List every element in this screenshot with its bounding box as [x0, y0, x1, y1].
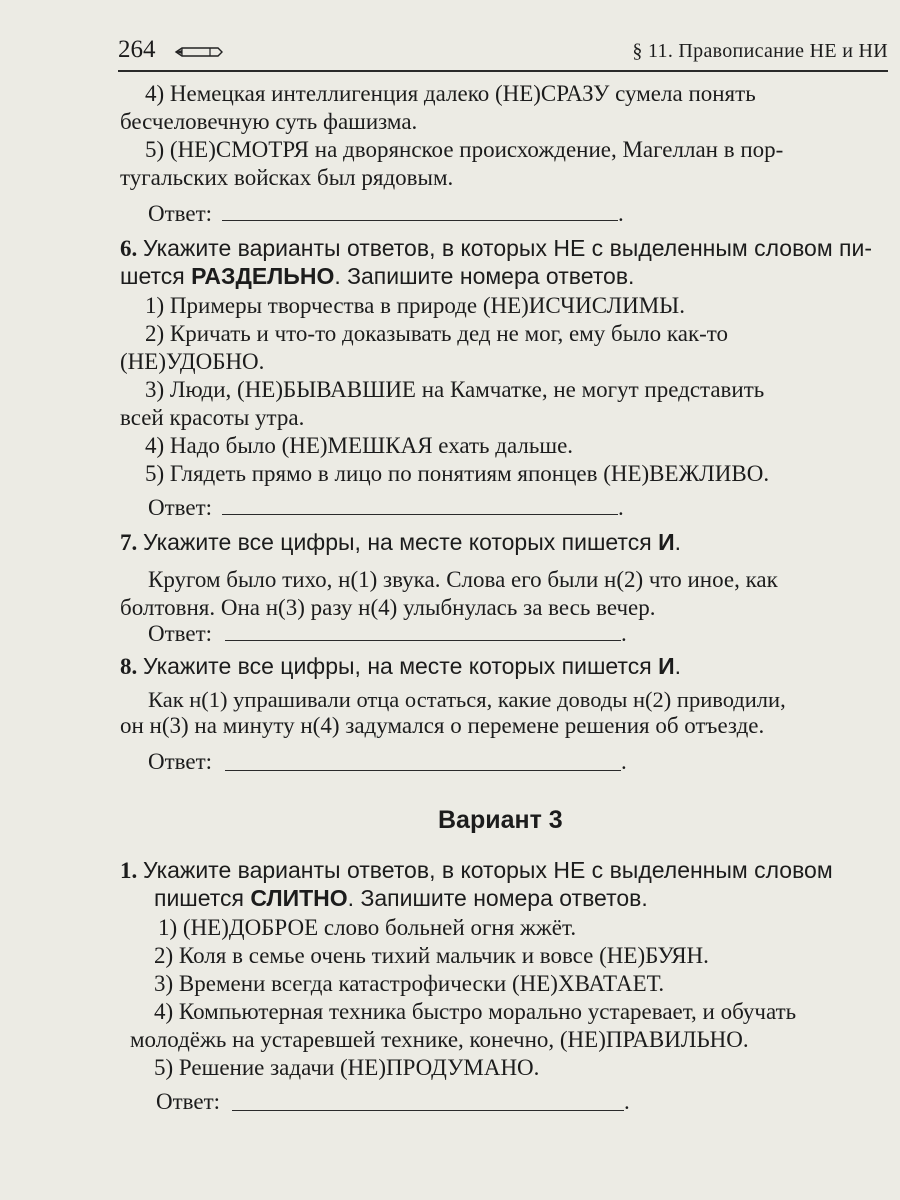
task6-item2-cont: (НЕ)УДОБНО. [120, 349, 265, 374]
task8-question-pre: Укажите все цифры, на месте которых пишется [143, 653, 659, 679]
task5-item4-cont: бесчеловечную суть фашизма. [120, 109, 418, 134]
page-number: 264 [118, 36, 156, 63]
task8-letter: И [658, 653, 675, 679]
v3-task1-item5: 5) Решение задачи (НЕ)ПРОДУМАНО. [154, 1055, 540, 1080]
task6-item4: 4) Надо было (НЕ)МЕШКАЯ ехать дальше. [145, 433, 574, 458]
task6-answer-period: . [618, 495, 624, 520]
task7-answer-line[interactable] [225, 640, 621, 641]
v3-task1-number: 1. [120, 858, 138, 883]
task7-text-line1: Кругом было тихо, н(1) звука. Слова его были н(2) что иное, как [148, 567, 778, 592]
v3-task1-item2: 2) Коля в семье очень тихий мальчик и вовсе (НЕ)БУЯН. [154, 943, 709, 968]
task7-question-post: . [674, 529, 681, 555]
v3-task1-question-b-pre: пишется [154, 885, 251, 911]
task8-question-post: . [674, 653, 681, 679]
task7-answer-label: Ответ: [148, 621, 213, 646]
task8-answer-line[interactable] [225, 770, 621, 771]
task7-text-line2: болтовня. Она н(3) разу н(4) улыбнулась за весь вечер. [120, 595, 656, 620]
variant-heading: Вариант 3 [438, 806, 563, 834]
task8-text-line2: он н(3) на минуту н(4) задумался о перемене решения об отъезде. [120, 713, 765, 738]
task5-item4: 4) Немецкая интеллигенция далеко (НЕ)СРАЗУ сумела понять [145, 81, 756, 106]
task6-item5: 5) Глядеть прямо в лицо по понятиям японцев (НЕ)ВЕЖЛИВО. [145, 461, 770, 486]
task6-question-b-post: . Запишите номера ответов. [334, 263, 635, 289]
task8-answer-label: Ответ: [148, 749, 213, 774]
task5-answer-period: . [618, 201, 624, 226]
task6-item3-cont: всей красоты утра. [120, 405, 305, 430]
task5-answer-label: Ответ: [148, 201, 213, 226]
task8-number: 8. [120, 654, 138, 679]
section-title: § 11. Правописание НЕ и НИ [632, 40, 888, 62]
task6-question-line1 [120, 234, 872, 263]
task7-answer-period: . [621, 621, 627, 646]
v3-task1-item3: 3) Времени всегда катастрофически (НЕ)ХВАТАЕТ. [154, 971, 665, 996]
task6-question-a: Укажите варианты ответов, в которых НЕ с выделенным словом пи- [143, 235, 873, 261]
task6-answer-line[interactable] [222, 514, 618, 515]
v3-task1-answer-label: Ответ: [156, 1089, 221, 1114]
task6-item3: 3) Люди, (НЕ)БЫВАВШИЕ на Камчатке, не могут представить [145, 377, 765, 402]
task5-item5-cont: тугальских войсках был рядовым. [120, 165, 454, 190]
task6-item2: 2) Кричать и что-то доказывать дед не мог, ему было как-то [145, 321, 729, 346]
v3-task1-question-a: Укажите варианты ответов, в которых НЕ с выделенным словом [143, 857, 833, 883]
v3-task1-answer-line[interactable] [232, 1110, 624, 1111]
task8-text-line1: Как н(1) упрашивали отца остаться, какие доводы н(2) приводили, [148, 687, 786, 712]
task5-answer-line[interactable] [222, 220, 618, 221]
v3-task1-item1: 1) (НЕ)ДОБРОЕ слово больней огня жжёт. [158, 915, 577, 940]
v3-task1-question-line1 [120, 856, 833, 885]
v3-task1-keyword: СЛИТНО [250, 885, 348, 911]
task7-question [120, 528, 681, 557]
task7-number: 7. [120, 530, 138, 555]
v3-task1-question-line2 [154, 884, 648, 912]
task7-question-pre: Укажите все цифры, на месте которых пишется [143, 529, 659, 555]
task5-item5: 5) (НЕ)СМОТРЯ на дворянское происхождение, Магеллан в пор- [145, 137, 784, 162]
page-header [118, 36, 888, 72]
task6-answer-label: Ответ: [148, 495, 213, 520]
task6-question-line2 [120, 262, 634, 290]
v3-task1-item4: 4) Компьютерная техника быстро морально устаревает, и обучать [154, 999, 797, 1024]
v3-task1-question-b-post: . Запишите номера ответов. [347, 885, 648, 911]
header-rule [118, 70, 888, 72]
task8-answer-period: . [621, 749, 627, 774]
task6-keyword: РАЗДЕЛЬНО [191, 263, 335, 289]
task6-number: 6. [120, 236, 138, 261]
v3-task1-item4-cont: молодёжь на устаревшей технике, конечно, (НЕ)ПРАВИЛЬНО. [130, 1027, 749, 1052]
v3-task1-answer-period: . [624, 1089, 630, 1114]
task8-question [120, 652, 681, 681]
task7-letter: И [658, 529, 675, 555]
task6-question-b-pre: шется [120, 263, 192, 289]
pencil-icon [174, 46, 224, 58]
task6-item1: 1) Примеры творчества в природе (НЕ)ИСЧИСЛИМЫ. [145, 293, 685, 318]
